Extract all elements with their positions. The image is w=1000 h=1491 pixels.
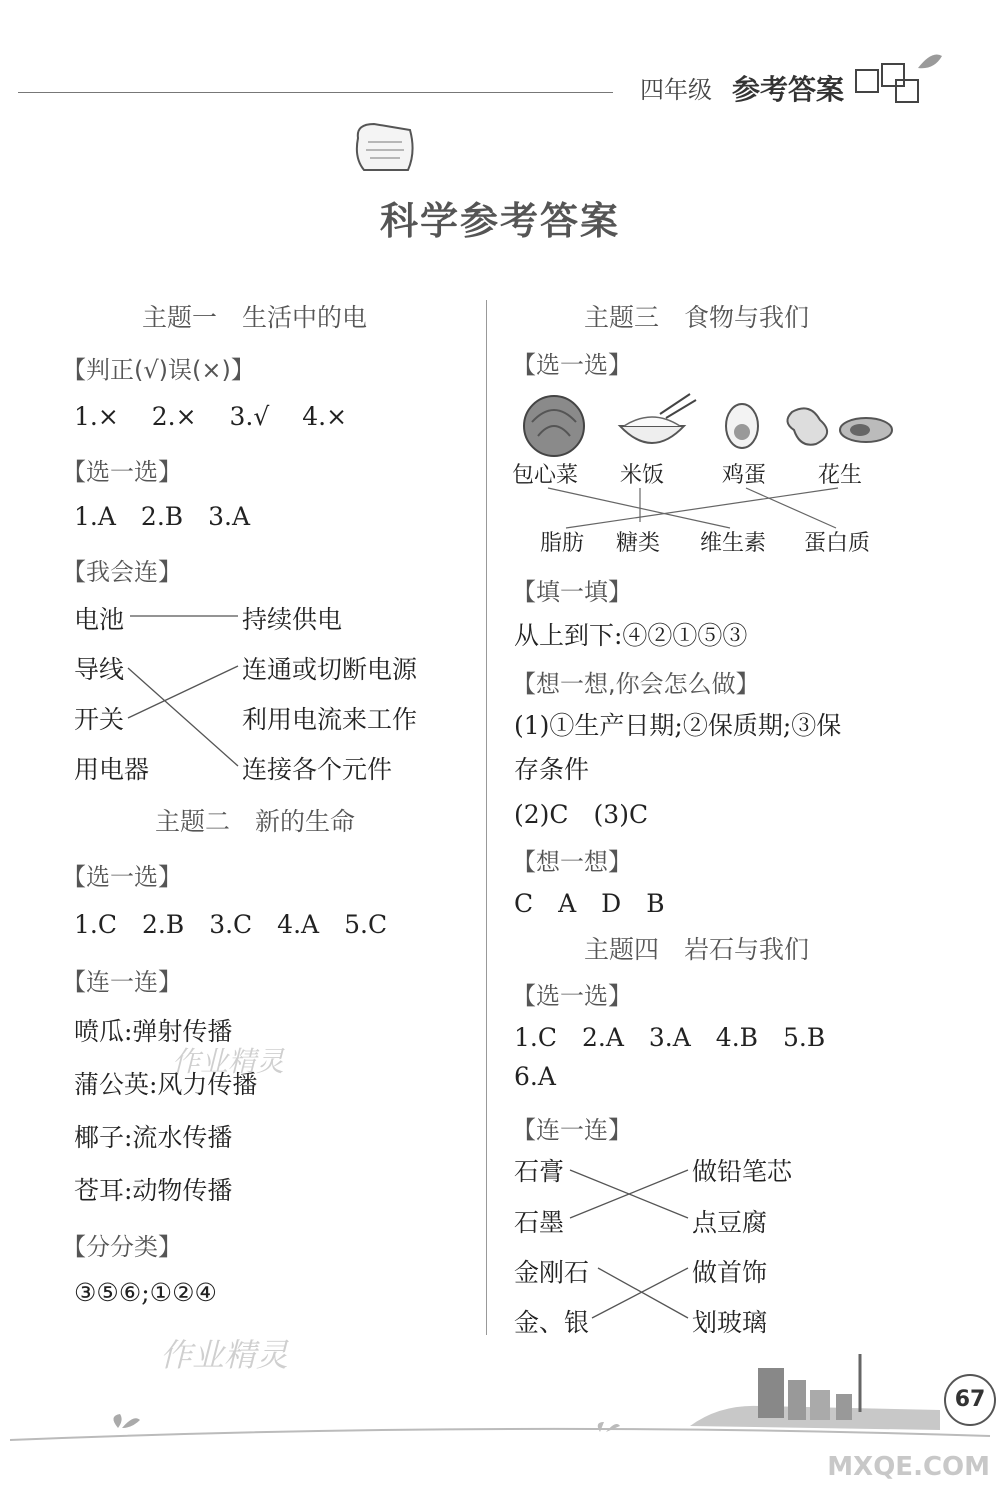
t4-right-item: 划玻璃: [692, 1308, 768, 1337]
header-grade: 四年级: [640, 76, 712, 104]
t2-section-classify: 【分分类】: [62, 1233, 182, 1261]
t3-answer-think-do-2: 存条件: [514, 755, 590, 784]
t2-connect-line: 椰子:流水传播: [74, 1123, 233, 1152]
t2-answers-choose: 1.C 2.B 3.C 4.A 5.C: [74, 910, 388, 939]
t4-right-item: 做首饰: [692, 1258, 768, 1287]
topic4-heading: 主题四 岩石与我们: [584, 935, 810, 964]
topic2-heading: 主题二 新的生命: [155, 807, 356, 836]
footer-city-skyline-icon: [0, 1350, 1000, 1450]
t1-left-item: 开关: [74, 705, 125, 734]
t4-right-item: 做铅笔芯: [692, 1157, 793, 1186]
t4-right-item: 点豆腐: [692, 1208, 768, 1237]
page-title: 科学参考答案: [379, 198, 620, 243]
t3-section-think-do: 【想一想,你会怎么做】: [512, 670, 760, 698]
t1-left-item: 电池: [74, 605, 125, 634]
t4-left-item: 金、银: [514, 1308, 590, 1337]
t1-section-match: 【我会连】: [62, 558, 182, 586]
header-answer-label: 参考答案: [732, 73, 845, 106]
t1-answers-true-false: 1.× 2.× 3.√ 4.×: [74, 402, 348, 431]
nutrient-label: 脂肪: [540, 531, 585, 556]
t4-section-choose: 【选一选】: [512, 982, 632, 1010]
t3-answer-think-do-1: (1)①生产日期;②保质期;③保: [514, 711, 842, 740]
t4-left-item: 金刚石: [514, 1258, 590, 1287]
t1-right-item: 持续供电: [242, 605, 343, 634]
t1-section-choose: 【选一选】: [62, 458, 182, 486]
topic3-heading: 主题三 食物与我们: [584, 303, 810, 332]
t3-section-fill: 【填一填】: [512, 578, 632, 606]
t1-right-item: 利用电流来工作: [242, 705, 418, 734]
t4-left-item: 石墨: [514, 1208, 565, 1237]
t4-answers-choose-2: 6.A: [514, 1062, 556, 1091]
t4-left-item: 石膏: [514, 1157, 565, 1186]
t3-answer-think: C A D B: [514, 889, 665, 918]
food-label: 花生: [818, 463, 863, 488]
t2-connect-line: 喷瓜:弹射传播: [74, 1017, 233, 1046]
nutrient-label: 维生素: [700, 531, 767, 556]
topic1-heading: 主题一 生活中的电: [142, 303, 368, 332]
page-number: 67: [944, 1374, 996, 1426]
t4-section-connect: 【连一连】: [512, 1116, 632, 1144]
t3-answer-fill: 从上到下:④②①⑤③: [514, 621, 748, 650]
t1-right-item: 连通或切断电源: [242, 655, 418, 684]
t1-answers-choose: 1.A 2.B 3.A: [74, 502, 251, 531]
nutrient-label: 糖类: [616, 531, 661, 556]
food-label: 鸡蛋: [722, 463, 767, 488]
t1-section-true-false: 【判正(√)误(×)】: [62, 356, 255, 384]
t3-section-choose: 【选一选】: [512, 351, 632, 379]
watermark-text: 作业精灵: [160, 1336, 289, 1374]
t2-section-connect: 【连一连】: [62, 968, 182, 996]
watermark-text: 作业精灵: [172, 1045, 285, 1078]
t3-answer-think-do-3: (2)C (3)C: [514, 800, 649, 829]
t1-right-item: 连接各个元件: [242, 755, 393, 784]
t2-connect-line: 苍耳:动物传播: [74, 1176, 233, 1205]
t2-connect-line: 蒲公英:风力传播: [74, 1070, 258, 1099]
food-label: 米饭: [620, 463, 665, 488]
t1-left-item: 导线: [74, 655, 125, 684]
food-label: 包心菜: [512, 463, 579, 488]
nutrient-label: 蛋白质: [804, 531, 871, 556]
t4-answers-choose-1: 1.C 2.A 3.A 4.B 5.B: [514, 1023, 826, 1052]
footer-watermark: MXQE.COM: [827, 1452, 990, 1482]
t1-left-item: 用电器: [74, 755, 150, 784]
t2-answers-classify: ③⑤⑥;①②④: [74, 1278, 217, 1307]
t3-section-think: 【想一想】: [512, 848, 632, 876]
t2-section-choose: 【选一选】: [62, 863, 182, 891]
